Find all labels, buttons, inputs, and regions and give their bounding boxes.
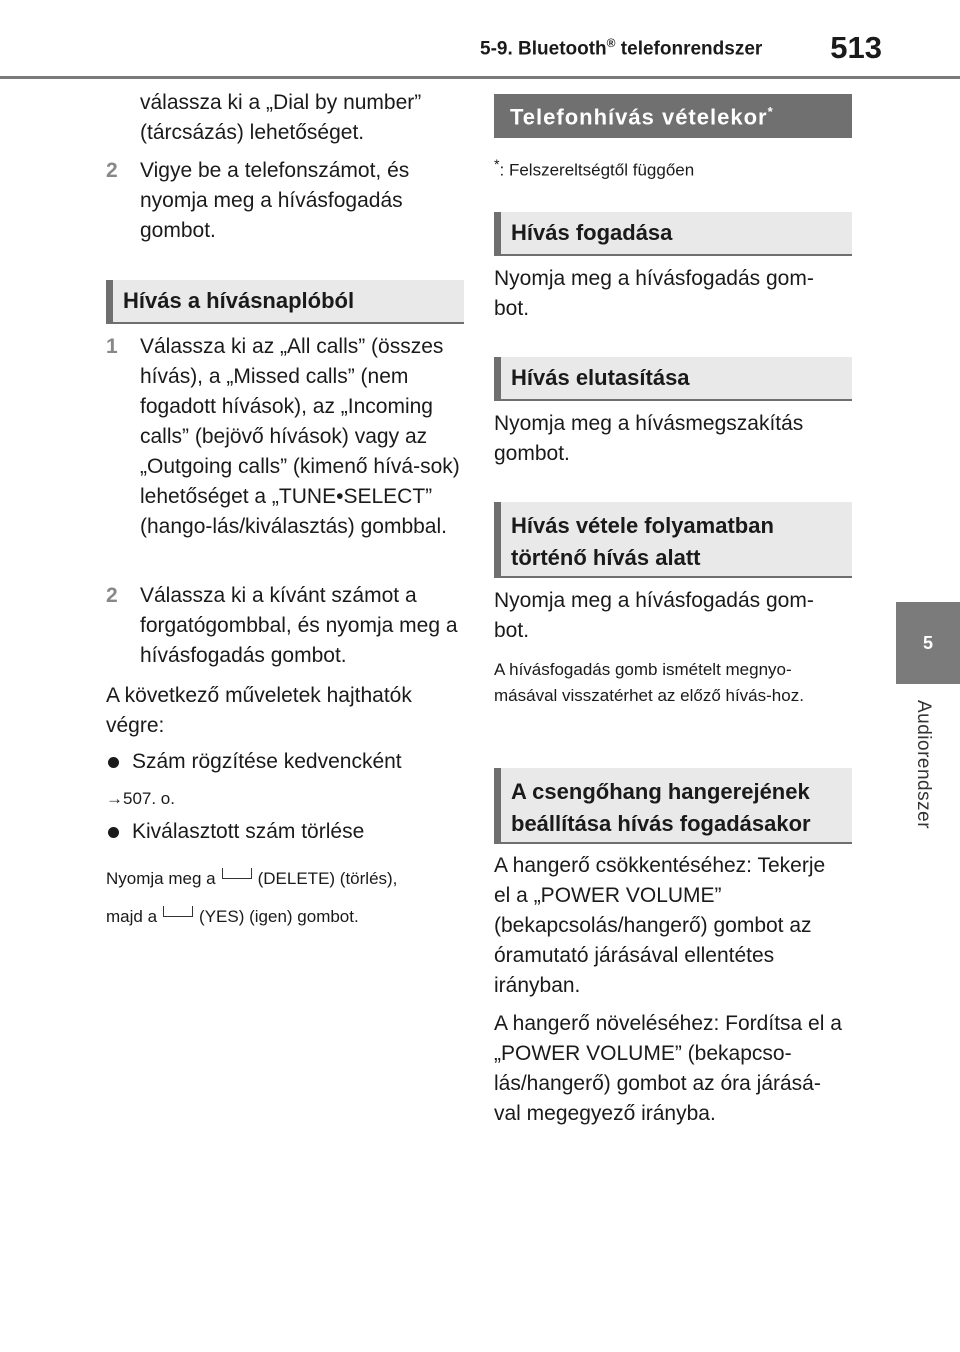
yes-instruction bbox=[106, 904, 466, 930]
delete-button-icon bbox=[222, 868, 252, 879]
step-number: 2 bbox=[106, 159, 118, 182]
section-title-suffix: telefonrendszer bbox=[615, 38, 763, 60]
step-2-select-number bbox=[106, 581, 466, 671]
operations-intro: A következő műveletek hajthatók végre: bbox=[106, 684, 412, 737]
step-1-select-list bbox=[106, 332, 466, 542]
volume-increase-text: A hangerő növeléséhez: Fordítsa el a „POWER VOLUME” (bekapcso-lás/hangerő) gombot az óra járásá-val megegyező irányba. bbox=[494, 1012, 842, 1125]
chapter-name: Audiorendszer bbox=[913, 700, 934, 830]
bullet-text: Szám rögzítése kedvencként bbox=[132, 750, 402, 773]
bullet-icon bbox=[108, 827, 119, 838]
step-number: 1 bbox=[106, 335, 118, 358]
continued-text: válassza ki a „Dial by number” (tárcsázás) lehetőséget. bbox=[140, 91, 422, 144]
heading-reject-call: Hívás elutasítása bbox=[494, 357, 852, 401]
page-reference-link[interactable]: →507. o. bbox=[106, 789, 175, 808]
heading-answer-call: Hívás fogadása bbox=[494, 212, 852, 256]
footnote-star: * bbox=[494, 157, 500, 173]
page-number: 513 bbox=[830, 30, 882, 65]
step-text: Válassza ki a kívánt számot a forgatógombbal, és nyomja meg a hívásfogadás gombot. bbox=[140, 584, 458, 667]
delete-instruction-post: (DELETE) (törlés), bbox=[257, 869, 398, 888]
bullet-icon bbox=[108, 757, 119, 768]
delete-instruction bbox=[106, 866, 466, 892]
heading-call-waiting: Hívás vétele folyamatban történő hívás alatt bbox=[494, 502, 852, 578]
section-title bbox=[480, 36, 762, 60]
heading-ringtone-volume: A csengőhang hangerejének beállítása hívás fogadásakor bbox=[494, 768, 852, 844]
step-2-enter-number bbox=[106, 156, 466, 246]
heading-incoming-call-text: Telefonhívás vételekor bbox=[510, 104, 768, 130]
reject-call-text: Nyomja meg a hívásmegszakítás gombot. bbox=[494, 412, 804, 465]
footnote-text: : Felszereltségtől függően bbox=[499, 160, 695, 180]
yes-instruction-pre: majd a bbox=[106, 907, 158, 926]
step-text: Válassza ki az „All calls” (összes hívás), a „Missed calls” (nem fogadott hívások), az „Incoming calls” (bejövő hívások) vagy az „Outgoing calls” (kimenő hívá-sok) lehetőséget a „TUNE•SELECT” (hango-lás/kiválasztás) gombbal. bbox=[140, 335, 460, 538]
volume-decrease-text: A hangerő csökkentéséhez: Tekerje el a „POWER VOLUME” (bekapcsolás/hangerő) gombot az óramutató járásával ellentétes irányban. bbox=[494, 854, 826, 997]
step-number: 2 bbox=[106, 584, 118, 607]
delete-instruction-pre: Nyomja meg a bbox=[106, 869, 216, 888]
footnote-marker: * bbox=[767, 104, 774, 119]
header-divider bbox=[0, 76, 960, 79]
answer-call-text: Nyomja meg a hívásfogadás gom-bot. bbox=[494, 267, 814, 320]
call-waiting-note: A hívásfogadás gomb ismételt megnyo-másával visszatérhet az előző hívás-hoz. bbox=[494, 660, 804, 705]
heading-call-log: Hívás a hívásnaplóból bbox=[106, 280, 464, 324]
yes-instruction-post: (YES) (igen) gombot. bbox=[199, 907, 359, 926]
footnote bbox=[494, 152, 854, 184]
registered-mark: ® bbox=[606, 36, 616, 50]
bullet-save-favorite bbox=[106, 747, 466, 777]
chapter-tab[interactable]: 5 bbox=[896, 602, 960, 684]
section-title-prefix: 5-9. Bluetooth bbox=[480, 38, 607, 60]
heading-incoming-call bbox=[494, 94, 852, 138]
bullet-delete-number bbox=[106, 817, 466, 847]
step-text: Vigye be a telefonszámot, és nyomja meg a hívásfogadás gombot. bbox=[140, 159, 410, 242]
yes-button-icon bbox=[163, 906, 193, 917]
call-waiting-text: Nyomja meg a hívásfogadás gom-bot. bbox=[494, 589, 814, 642]
bullet-text: Kiválasztott szám törlése bbox=[132, 820, 365, 843]
